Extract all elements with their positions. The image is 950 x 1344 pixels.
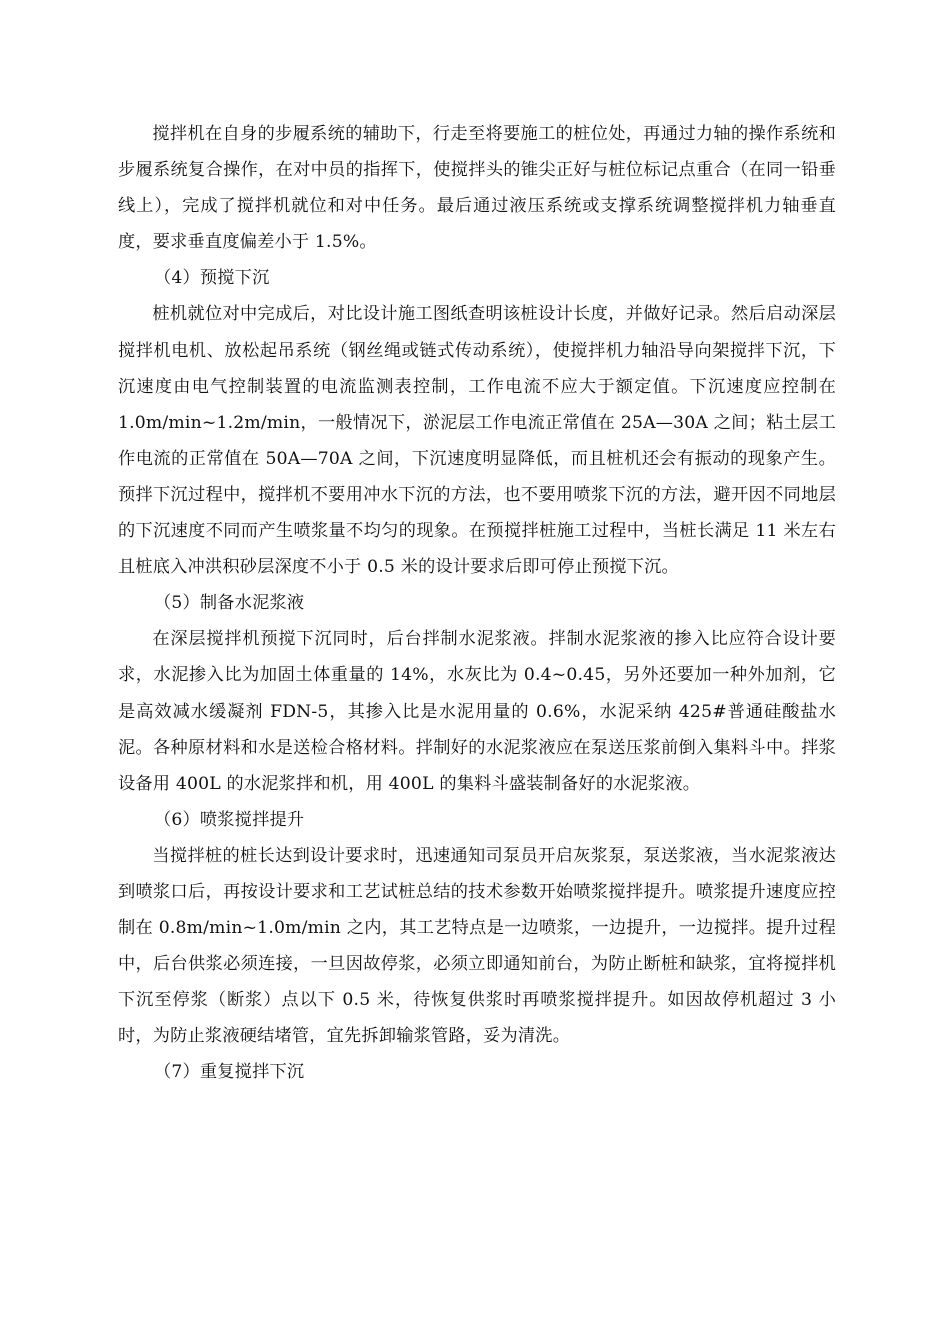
heading-pre-mix-sinking: （4）预搅下沉 bbox=[154, 268, 270, 289]
paragraph-pre-mix-sinking: 桩机就位对中完成后，对比设计施工图纸查明该桩设计长度，并做好记录。然后启动深层搅拌机电机、放松起吊系统（钢丝绳或链式传动系统），使搅拌机力轴沿导向架搅拌下沉，下沉速度由电气控制装置的电流监测表控制，工作电流不应大于额定值。下沉速度应控制在 1.0m/min~1.2m/min，一般情况下，淤泥层工作电流正常值在 25A—30A 之间；粘土层工作电流的正常值在 50A—70A 之间，下沉速度明显降低，而且桩机还会有振动的现象产生。预拌下沉过程中，搅拌机不要用冲水下沉的方法，也不要用喷浆下沉的方法，避开因不同地层的下沉速度不同而产生喷浆量不均匀的现象。在预搅拌桩施工过程中，当桩长满足 11 米左右且桩底入冲洪积砂层深度不小于 0.5 米的设计要求后即可停止预搅下沉。 bbox=[118, 304, 836, 578]
paragraph-cement-slurry: 在深层搅拌机预搅下沉同时，后台拌制水泥浆液。拌制水泥浆液的掺入比应符合设计要求，水泥掺入比为加固土体重量的 14%，水灰比为 0.4~0.45，另外还要加一种外加剂，它是高效减水缓凝剂 FDN-5，其掺入比是水泥用量的 0.6%，水泥采纳 425#普通硅酸盐水泥。各种原材料和水是送检合格材料。拌制好的水泥浆液应在泵送压浆前倒入集料斗中。拌浆设备用 400L 的水泥浆拌和机，用 400L 的集料斗盛装制备好的水泥浆液。 bbox=[118, 629, 836, 794]
paragraph-spray-lifting: 当搅拌桩的桩长达到设计要求时，迅速通知司泵员开启灰浆泵，泵送浆液，当水泥浆液达到喷浆口后，再按设计要求和工艺试桩总结的技术参数开始喷浆搅拌提升。喷浆提升速度应控制在 0.8m/min~1.0m/min 之内，其工艺特点是一边喷浆，一边提升，一边搅拌。提升过程中，后台供浆必须连接，一旦因故停浆，必须立即通知前台，为防止断桩和缺浆，宜将搅拌机下沉至停浆（断浆）点以下 0.5 米，待恢复供浆时再喷浆搅拌提升。如因故停机超过 3 小时，为防止浆液硬结堵管，宜先拆卸输浆管路，妥为清洗。 bbox=[118, 845, 836, 1047]
document-page bbox=[118, 116, 836, 1091]
heading-repeat-sinking: （7）重复搅拌下沉 bbox=[154, 1062, 305, 1083]
heading-spray-lifting: （6）喷浆搅拌提升 bbox=[154, 809, 305, 830]
heading-cement-slurry: （5）制备水泥浆液 bbox=[154, 593, 305, 614]
paragraph-rig-positioning: 搅拌机在自身的步履系统的辅助下，行走至将要施工的桩位处，再通过力轴的操作系统和步履系统复合操作，在对中员的指挥下，使搅拌头的锥尖正好与桩位标记点重合（在同一铅垂线上），完成了搅拌机就位和对中任务。最后通过液压系统或支撑系统调整搅拌机力轴垂直度，要求垂直度偏差小于 1.5%。 bbox=[118, 124, 836, 253]
